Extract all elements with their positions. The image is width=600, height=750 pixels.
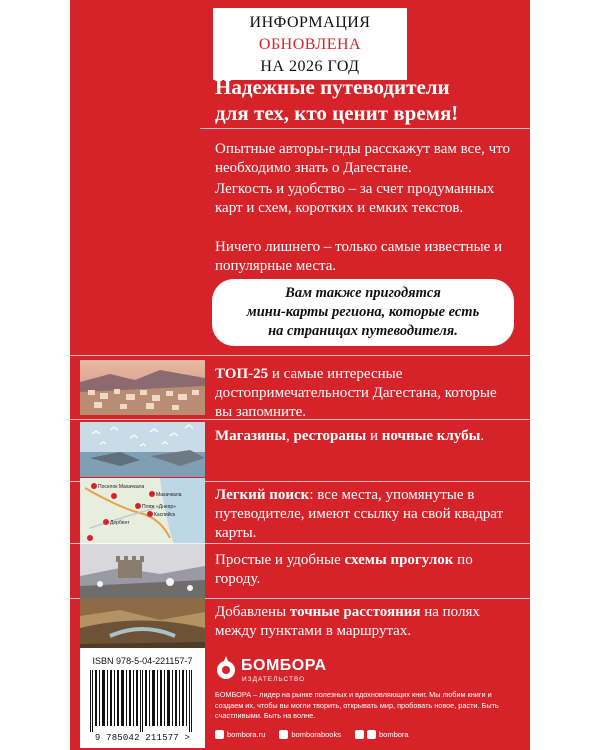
feature-top25 — [215, 365, 515, 422]
feature-easy-search — [215, 486, 515, 543]
feature-shops-end: . — [480, 428, 485, 444]
headline-line-2: для тех, кто ценит время! — [215, 101, 459, 125]
separator — [200, 128, 530, 129]
mini-maps-callout — [212, 279, 514, 346]
feature-walking-bold: схемы прогулок — [344, 552, 454, 568]
callout-line-1: Вам также пригодятся — [285, 285, 441, 301]
headline-line-1: Надежные путеводители — [215, 75, 450, 99]
feature-walking-schemes — [215, 551, 515, 589]
separator — [70, 419, 530, 420]
video-icon — [279, 730, 288, 739]
feature-shops-bold: Магазины — [215, 428, 286, 444]
social-links — [215, 730, 525, 739]
feature-clubs-bold: ночные клубы — [381, 428, 481, 444]
map-label: Каспийск — [154, 512, 176, 518]
feature-distances — [215, 603, 515, 641]
barcode-panel — [80, 648, 205, 748]
paragraph-nothing-extra: Ничего лишнего – только самые известные и популярные места. — [215, 239, 503, 274]
feature-easy-search-bold: Легкий поиск — [215, 487, 310, 503]
publisher-sub: ИЗДАТЕЛЬСТВО — [242, 676, 306, 683]
mini-map — [80, 478, 205, 548]
social-site-label: bombora.ru — [227, 730, 266, 739]
social-vk-label: bombora — [378, 730, 409, 739]
photo-fortress — [80, 544, 205, 599]
photo-city-view — [80, 360, 205, 415]
map-label: Махачкала — [156, 492, 182, 498]
vk-icon — [355, 730, 364, 739]
bomb-icon — [215, 655, 237, 681]
feature-shops-sep: , — [286, 428, 294, 444]
feature-distances-bold: точные расстояния — [289, 604, 421, 620]
separator — [70, 355, 530, 356]
social-site[interactable] — [215, 730, 265, 739]
photo-canyon — [80, 598, 205, 648]
map-label: Дербент — [110, 520, 130, 526]
info-line-3: НА 2026 ГОД — [260, 58, 360, 75]
callout-line-3: на страницах путеводителя. — [268, 323, 458, 339]
feature-top25-text: и самые интересные достопримечательности Дагестана, которые вы запомните. — [215, 366, 497, 420]
barcode-digits: 9 785042 211577 > — [94, 733, 191, 743]
feature-distances-pre: Добавлены — [215, 604, 290, 620]
feature-easy-search-text: : все места, упомянутые в путеводителе, имеют ссылку на свой квадрат карты. — [215, 487, 504, 541]
social-video[interactable] — [279, 730, 341, 739]
update-info-box — [213, 8, 407, 80]
paragraph-authors: Опытные авторы-гиды расскажут вам все, что необходимо знать о Дагестане. — [215, 141, 510, 176]
feature-walking-pre: Простые и удобные — [215, 552, 345, 568]
feature-top25-bold: ТОП-25 — [215, 366, 269, 382]
feature-shops — [215, 427, 515, 446]
social-vk[interactable] — [355, 730, 409, 739]
feature-shops-and: и — [366, 428, 382, 444]
globe-icon — [215, 730, 224, 739]
feature-restaurants-bold: рестораны — [293, 428, 367, 444]
map-label: Поселок Махачкала — [98, 484, 145, 490]
barcode — [82, 670, 203, 732]
map-label: Пляж «Днепр» — [142, 504, 176, 510]
paragraph-ease: Легкость и удобство – за счет продуманных карт и схем, коротких и емких текстов. — [215, 181, 495, 216]
isbn: ISBN 978-5-04-221157-7 — [92, 656, 193, 666]
feature-walking-text: по городу. — [215, 552, 473, 587]
info-line-1: ИНФОРМАЦИЯ — [249, 14, 371, 31]
feature-distances-text: на полях между пунктами в маршрутах. — [215, 604, 480, 639]
photo-sea-seagulls — [80, 422, 205, 477]
publisher-name: БОМБОРА — [241, 657, 327, 674]
publisher-tagline: БОМБОРА – лидер на рынке полезных и вдохновляющих книг. Мы любим книги и создаем их, чтобы вы могли творить, открывать мир, пробовать новое, расти. Быть счастливыми. Быть на волне. — [215, 690, 499, 720]
headline — [215, 74, 515, 126]
social-video-label: bomborabooks — [291, 730, 341, 739]
callout-line-2: мини-карты региона, которые есть — [246, 304, 480, 320]
telegram-icon — [367, 730, 376, 739]
info-line-2: ОБНОВЛЕНА — [258, 36, 362, 53]
